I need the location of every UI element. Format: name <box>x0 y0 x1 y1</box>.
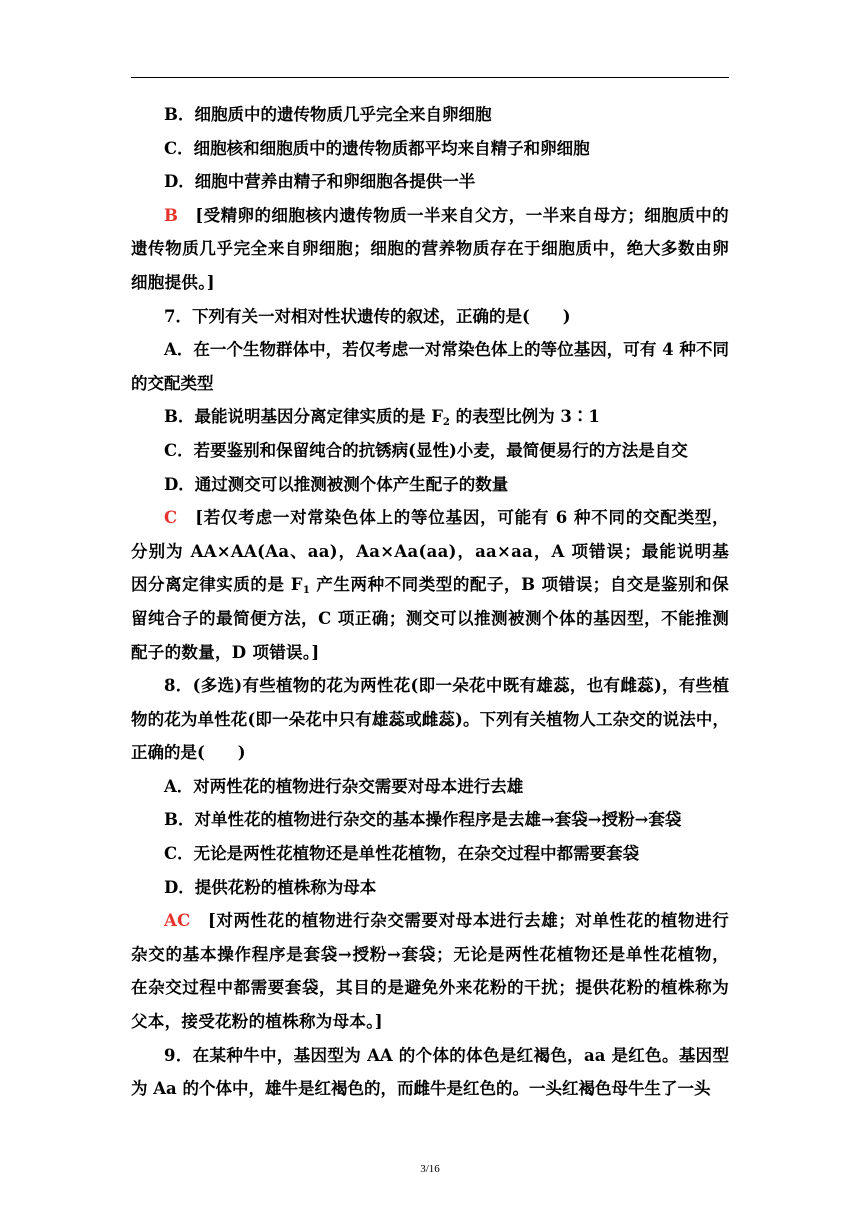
q7-option-c: C．若要鉴别和保留纯合的抗锈病(显性)小麦，最简便易行的方法是自交 <box>164 440 688 460</box>
q7-explanation-subscript: 1 <box>302 585 311 597</box>
q7-option-b-text-end: 的表型比例为 3∶1 <box>449 407 600 427</box>
q7-answer-block <box>131 501 729 669</box>
q8-stem: 8．(多选)有些植物的花为两性花(即一朵花中既有雄蕊，也有雌蕊)，有些植物的花为单性花(即一朵花中只有雄蕊或雌蕊)。下列有关植物人工杂交的说法中，正确的是( ) <box>131 676 729 763</box>
q8-option-d: D．提供花粉的植株称为母本 <box>164 877 377 897</box>
q8-answer: AC <box>164 911 191 931</box>
q7-answer: C <box>164 508 178 528</box>
q8-option-c: C．无论是两性花植物还是单性花植物，在杂交过程中都需要套袋 <box>164 844 640 864</box>
q7-explanation-end: 产生两种不同类型的配子，B 项错误；自交是鉴别和保留纯合子的最简便方法，C 项正确；测交可以推测被测个体的基因型，不能推测配子的数量，D 项错误。] <box>131 575 729 662</box>
q7-stem: 7．下列有关一对相对性状遗传的叙述，正确的是( ) <box>164 306 571 326</box>
page-content <box>131 98 729 1106</box>
q8-option-b: B．对单性花的植物进行杂交的基本操作程序是去雄→套袋→授粉→套袋 <box>164 810 682 830</box>
q7-option-a: A．在一个生物群体中，若仅考虑一对常染色体上的等位基因，可有 4 种不同的交配类型 <box>131 340 729 393</box>
q7-explanation: [若仅考虑一对常染色体上的等位基因，可能有 6 种不同的交配类型，分别为 AA×AA(Aa、aa)，Aa×Aa(aa)，aa×aa，A 项错误；最能说明基因分离定律实质的是 F <box>131 508 729 595</box>
q6-answer: B <box>164 205 179 225</box>
q6-option-c: C．细胞核和细胞质中的遗传物质都平均来自精子和卵细胞 <box>164 138 590 158</box>
q7-option-b-text: B．最能说明基因分离定律实质的是 F <box>164 407 443 427</box>
q7-option-b <box>131 400 729 434</box>
q7-option-d: D．通过测交可以推测被测个体产生配子的数量 <box>164 474 509 494</box>
q8-answer-block <box>131 904 729 1038</box>
header-rule <box>131 77 729 78</box>
q6-option-d: D．细胞中营养由精子和卵细胞各提供一半 <box>164 172 476 192</box>
q8-option-a: A．对两性花的植物进行杂交需要对母本进行去雄 <box>164 776 524 796</box>
page-number: 3/16 <box>420 1163 440 1175</box>
q9-stem: 9．在某种牛中，基因型为 AA 的个体的体色是红褐色，aa 是红色。基因型为 Aa 的个体中，雄牛是红褐色的，而雌牛是红色的。一头红褐色母牛生了一头 <box>131 1045 729 1099</box>
q6-answer-block <box>131 199 729 300</box>
q6-option-b: B．细胞质中的遗传物质几乎完全来自卵细胞 <box>164 105 492 124</box>
q8-explanation: [对两性花的植物进行杂交需要对母本进行去雄；对单性花的植物进行杂交的基本操作程序是套袋→授粉→套袋；无论是两性花植物还是单性花植物，在杂交过程中都需要套袋，其目的是避免外来花粉的干扰；提供花粉的植株称为父本，接受花粉的植株称为母本。] <box>131 911 729 1032</box>
q6-explanation: [受精卵的细胞核内遗传物质一半来自父方，一半来自母方；细胞质中的遗传物质几乎完全来自卵细胞；细胞的营养物质存在于细胞质中，绝大多数由卵细胞提供。] <box>131 205 729 292</box>
q7-option-b-subscript: 2 <box>442 417 450 429</box>
